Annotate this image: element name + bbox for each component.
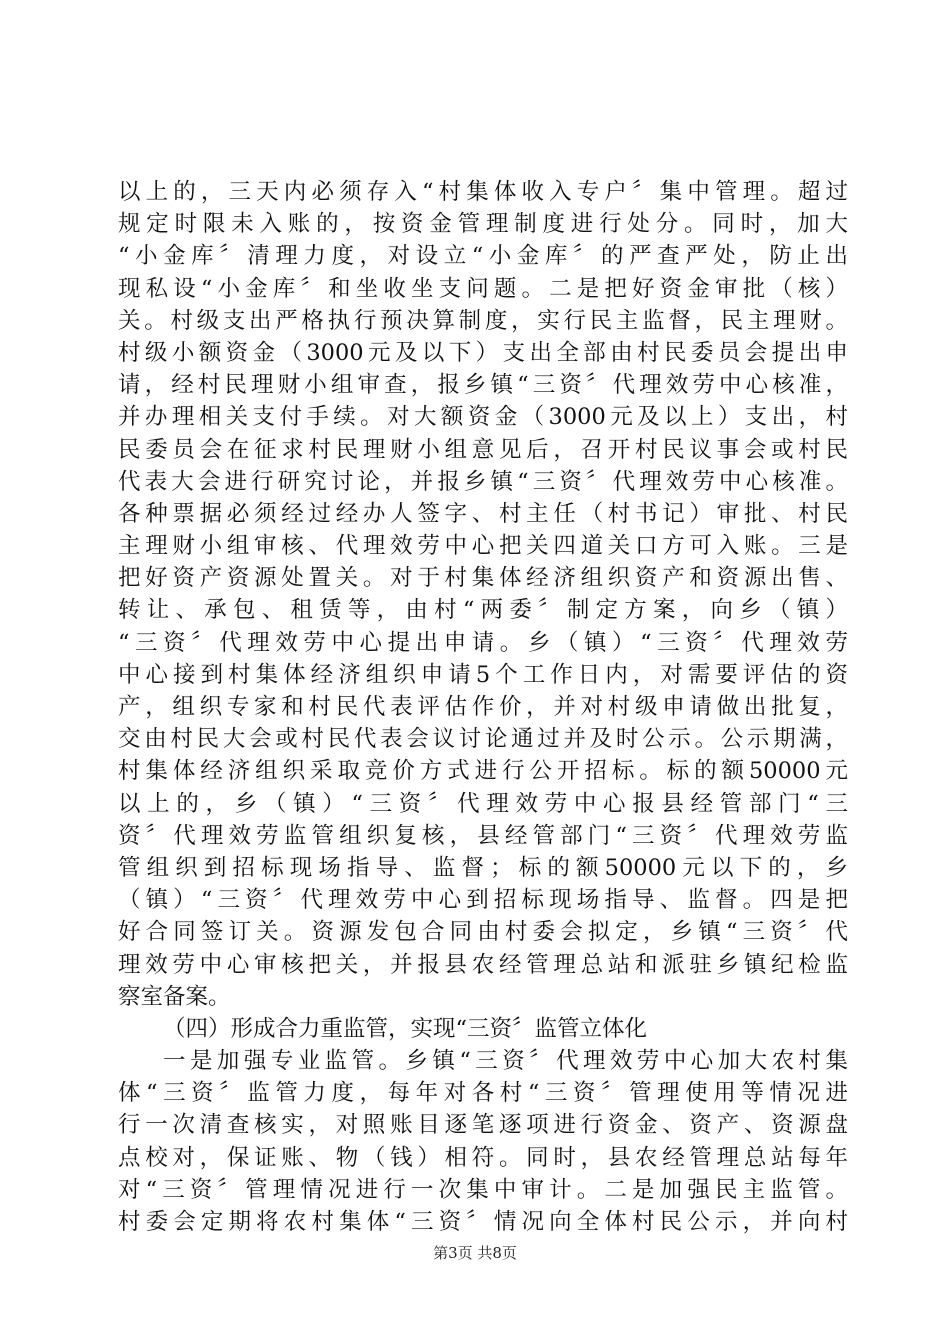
text-line: 一是加强专业监管。乡镇“三资〞代理效劳中心加大农村集 — [163, 1048, 848, 1075]
text-line: 体“三资〞监管力度，每年对各村“三资〞管理使用等情况进 — [118, 1080, 848, 1107]
text-line: （镇）“三资〞代理效劳中心到招标现场指导、监督。四是把 — [118, 887, 848, 914]
text-line: 转让、承包、租赁等，由村“两委〞制定方案，向乡（镇） — [118, 597, 848, 624]
text-line: 中心接到村集体经济组织申请5个工作日内，对需要评估的资 — [118, 661, 848, 688]
text-line: 请，经村民理财小组审查，报乡镇“三资〞代理效劳中心核准， — [118, 372, 848, 399]
text-line: 各种票据必须经过经办人签字、村主任（村书记）审批、村民 — [118, 500, 848, 527]
text-line: 点校对，保证账、物（钱）相符。同时，县农经管理总站每年 — [118, 1144, 848, 1171]
text-line: 交由村民大会或村民代表会议讨论通过并及时公示。公示期满， — [118, 726, 848, 753]
text-line: 管组织到招标现场指导、监督；标的额50000元以下的，乡 — [118, 854, 848, 881]
section-heading: （四）形成合力重监管，实现“三资〞监管立体化 — [163, 1015, 648, 1042]
text-line: 察室备案。 — [118, 983, 231, 1010]
text-line: 以上的，乡（镇）“三资〞代理效劳中心报县经管部门“三 — [118, 790, 848, 817]
text-line: 主理财小组审核、代理效劳中心把关四道关口方可入账。三是 — [118, 533, 848, 560]
text-line: 把好资产资源处置关。对于村集体经济组织资产和资源出售、 — [118, 565, 848, 592]
text-line: 资〞代理效劳监管组织复核，县经管部门“三资〞代理效劳监 — [118, 822, 848, 849]
text-line: 理效劳中心审核把关，并报县农经管理总站和派驻乡镇纪检监 — [118, 951, 848, 978]
page-number-footer: 第3页 共8页 — [433, 1244, 517, 1262]
text-line: 规定时限未入账的，按资金管理制度进行处分。同时，加大 — [118, 211, 848, 238]
text-line: 对“三资〞管理情况进行一次集中审计。二是加强民主监管。 — [118, 1176, 848, 1203]
text-line: 代表大会进行研究讨论，并报乡镇“三资〞代理效劳中心核准。 — [118, 468, 848, 495]
text-line: 行一次清查核实，对照账目逐笔逐项进行资金、资产、资源盘 — [118, 1112, 848, 1139]
text-line: 民委员会在征求村民理财小组意见后，召开村民议事会或村民 — [118, 436, 848, 463]
text-line: 好合同签订关。资源发包合同由村委会拟定，乡镇“三资〞代 — [118, 919, 848, 946]
text-line: 村委会定期将农村集体“三资〞情况向全体村民公示，并向村 — [118, 1209, 848, 1235]
text-line: 现私设“小金库〞和坐收坐支问题。二是把好资金审批（核） — [118, 275, 848, 302]
text-line: 村级小额资金（3000元及以下）支出全部由村民委员会提出申 — [118, 339, 848, 366]
text-line: 关。村级支出严格执行预决算制度，实行民主监督，民主理财。 — [118, 307, 848, 334]
text-line: 产，组织专家和村民代表评估作价，并对村级申请做出批复， — [118, 694, 848, 720]
text-line: 并办理相关支付手续。对大额资金（3000元及以上）支出，村 — [118, 404, 848, 431]
text-line: “小金库〞清理力度，对设立“小金库〞的严查严处，防止出 — [118, 243, 848, 270]
text-line: “三资〞代理效劳中心提出申请。乡（镇）“三资〞代理效劳 — [118, 629, 848, 656]
document-body — [118, 176, 848, 1238]
text-line: 以上的，三天内必须存入“村集体收入专户〞集中管理。超过 — [118, 179, 848, 205]
text-line: 村集体经济组织采取竞价方式进行公开招标。标的额50000元 — [118, 758, 848, 785]
